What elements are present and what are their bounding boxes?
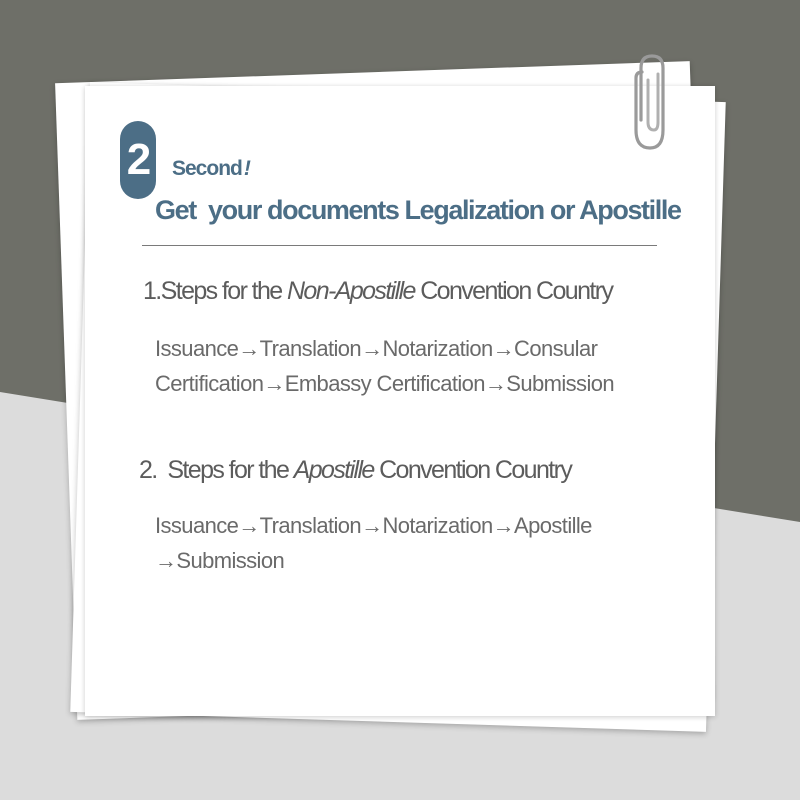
- step2-heading-prefix: 2. Steps for the: [139, 456, 294, 484]
- step2-heading-emphasis: Apostille: [293, 456, 374, 484]
- step1-heading-emphasis: Non-Apostille: [286, 277, 415, 305]
- step2-heading-suffix: Convention Country: [373, 456, 572, 484]
- step2-flow-line: →Submission: [155, 548, 285, 573]
- step1-flow-line: Issuance→Translation→Notarization→Consular: [155, 336, 598, 361]
- step2-flow-line: Issuance→Translation→Notarization→Apostille: [155, 513, 592, 538]
- page-title: Get your documents Legalization or Apostille: [155, 195, 681, 225]
- step2-process-flow: [155, 508, 592, 578]
- subtitle-mark: !: [243, 157, 250, 180]
- paperclip-icon: [628, 50, 674, 154]
- step1-flow-line: Certification→Embassy Certification→Submission: [155, 371, 615, 396]
- step2-heading: [139, 456, 571, 485]
- step1-process-flow: [155, 331, 614, 401]
- step1-heading-suffix: Convention Country: [414, 277, 613, 305]
- step1-heading-prefix: 1.Steps for the: [143, 277, 287, 305]
- section-subtitle: [172, 157, 250, 181]
- step-number-badge: 2: [120, 121, 156, 199]
- subtitle-text: Second: [172, 157, 242, 180]
- step1-heading: [143, 277, 612, 306]
- title-divider: [142, 245, 657, 246]
